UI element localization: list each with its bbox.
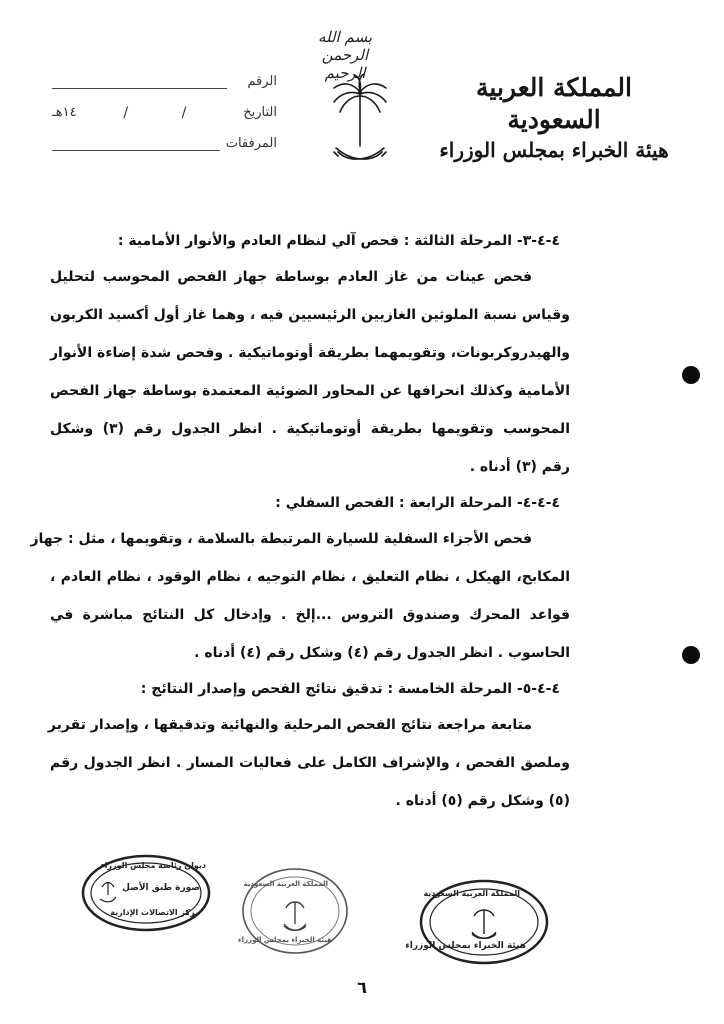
- org-name-line1: المملكة العربية السعودية: [476, 73, 632, 134]
- ref-number-label: الرقم: [247, 74, 277, 89]
- date-slashes: [77, 105, 233, 121]
- date-slash: /: [181, 104, 187, 121]
- saudi-emblem-icon: [328, 72, 392, 172]
- paragraph-line: الحاسوب . انظر الجدول رقم (٤) وشكل رقم (٤) أدناه .: [194, 645, 570, 661]
- basmala: بسم الله الرحمن الرحيم: [317, 28, 373, 82]
- section-heading: ٤-٤-٣- المرحلة الثالثة : فحص آلي لنظام العادم والأنوار الأمامية :: [117, 233, 560, 249]
- stamp-text: هيئة الخبراء بمجلس الوزراء: [238, 936, 332, 944]
- stamp-org: [405, 878, 550, 966]
- paragraph-line: رقم (٣) أدناه .: [469, 459, 570, 475]
- attachments-line: [52, 136, 220, 151]
- attachments-row: [52, 128, 277, 159]
- section-heading: ٤-٤-٤- المرحلة الرابعة : الفحص السفلي :: [275, 495, 560, 511]
- paragraph-line: (٥) وشكل رقم (٥) أدناه .: [395, 793, 570, 809]
- section-paragraph: [30, 520, 570, 672]
- date-row: [52, 97, 277, 128]
- date-slash: /: [123, 104, 129, 121]
- stamp-text: صورة طبق الأصل: [122, 883, 200, 893]
- paragraph-line: فحص عينات من غاز العادم بوساطة جهاز الفحص المحوسب لتحليل: [50, 269, 532, 285]
- section-paragraph: [50, 258, 570, 486]
- paragraph-line: والهيدروكربونات، وتقويمهما بطريقة أوتوماتيكية . وفحص شدة إضاءة الأنوار: [50, 345, 570, 361]
- paragraph-line: متابعة مراجعة نتائج الفحص المرحلية والنهائية وتدقيقها ، وإصدار تقرير: [47, 717, 532, 733]
- stamp-text: هيئة الخبراء بمجلس الوزراء: [405, 941, 526, 951]
- stamp-text: المملكة العربية السعودية: [243, 880, 328, 888]
- stamp-org-faint: [240, 866, 350, 956]
- document-body: [30, 224, 570, 820]
- paragraph-line: فحص الأجزاء السفلية للسيارة المرتبطة بالسلامة ، وتقويمها ، مثل : جهاز: [30, 531, 532, 547]
- stamp-certified-copy: [80, 853, 212, 933]
- reference-block: [52, 66, 277, 159]
- section-heading: ٤-٤-٥- المرحلة الخامسة : تدقيق نتائج الفحص وإصدار النتائج :: [140, 681, 560, 697]
- stamp-text: ديوان رئاسة مجلس الوزراء: [100, 861, 206, 870]
- stamp-text: المملكة العربية السعودية: [423, 889, 520, 898]
- paragraph-line: المحوسب وتقويمها بطريقة أوتوماتيكية . انظر الجدول رقم (٣) وشكل: [50, 421, 570, 437]
- paragraph-line: وملصق الفحص ، والإشراف الكامل على فعاليات المسار . انظر الجدول رقم: [50, 755, 570, 771]
- page-number: ٦: [357, 978, 367, 997]
- section-paragraph: [47, 706, 570, 820]
- paragraph-line: قواعد المحرك وصندوق التروس ...إلخ . وإدخال كل النتائج مباشرة في: [50, 607, 570, 623]
- ref-number-line: [52, 74, 227, 89]
- date-suffix: ١٤هـ: [52, 105, 77, 120]
- paragraph-line: وقياس نسبة الملوثين الغازيين الرئيسيين فيه ، وهما غاز أول أكسيد الكربون: [50, 307, 570, 323]
- paragraph-line: الأمامية وكذلك انحرافها عن المحاور الضوئية المعتمدة بوساطة جهاز الفحص: [50, 383, 570, 399]
- punch-hole: [682, 366, 700, 384]
- organization-header: [434, 72, 674, 164]
- ref-number-row: [52, 66, 277, 97]
- punch-hole: [682, 646, 700, 664]
- org-name-line2: هيئة الخبراء بمجلس الوزراء: [439, 138, 669, 162]
- paragraph-line: المكابح، الهيكل ، نظام التعليق ، نظام التوجيه ، نظام الوقود ، نظام العادم ،: [50, 569, 570, 585]
- attachments-label: المرفقات: [225, 136, 277, 151]
- stamp-text: مركز الاتصالات الإدارية: [110, 908, 200, 917]
- date-label: التاريخ: [243, 105, 277, 120]
